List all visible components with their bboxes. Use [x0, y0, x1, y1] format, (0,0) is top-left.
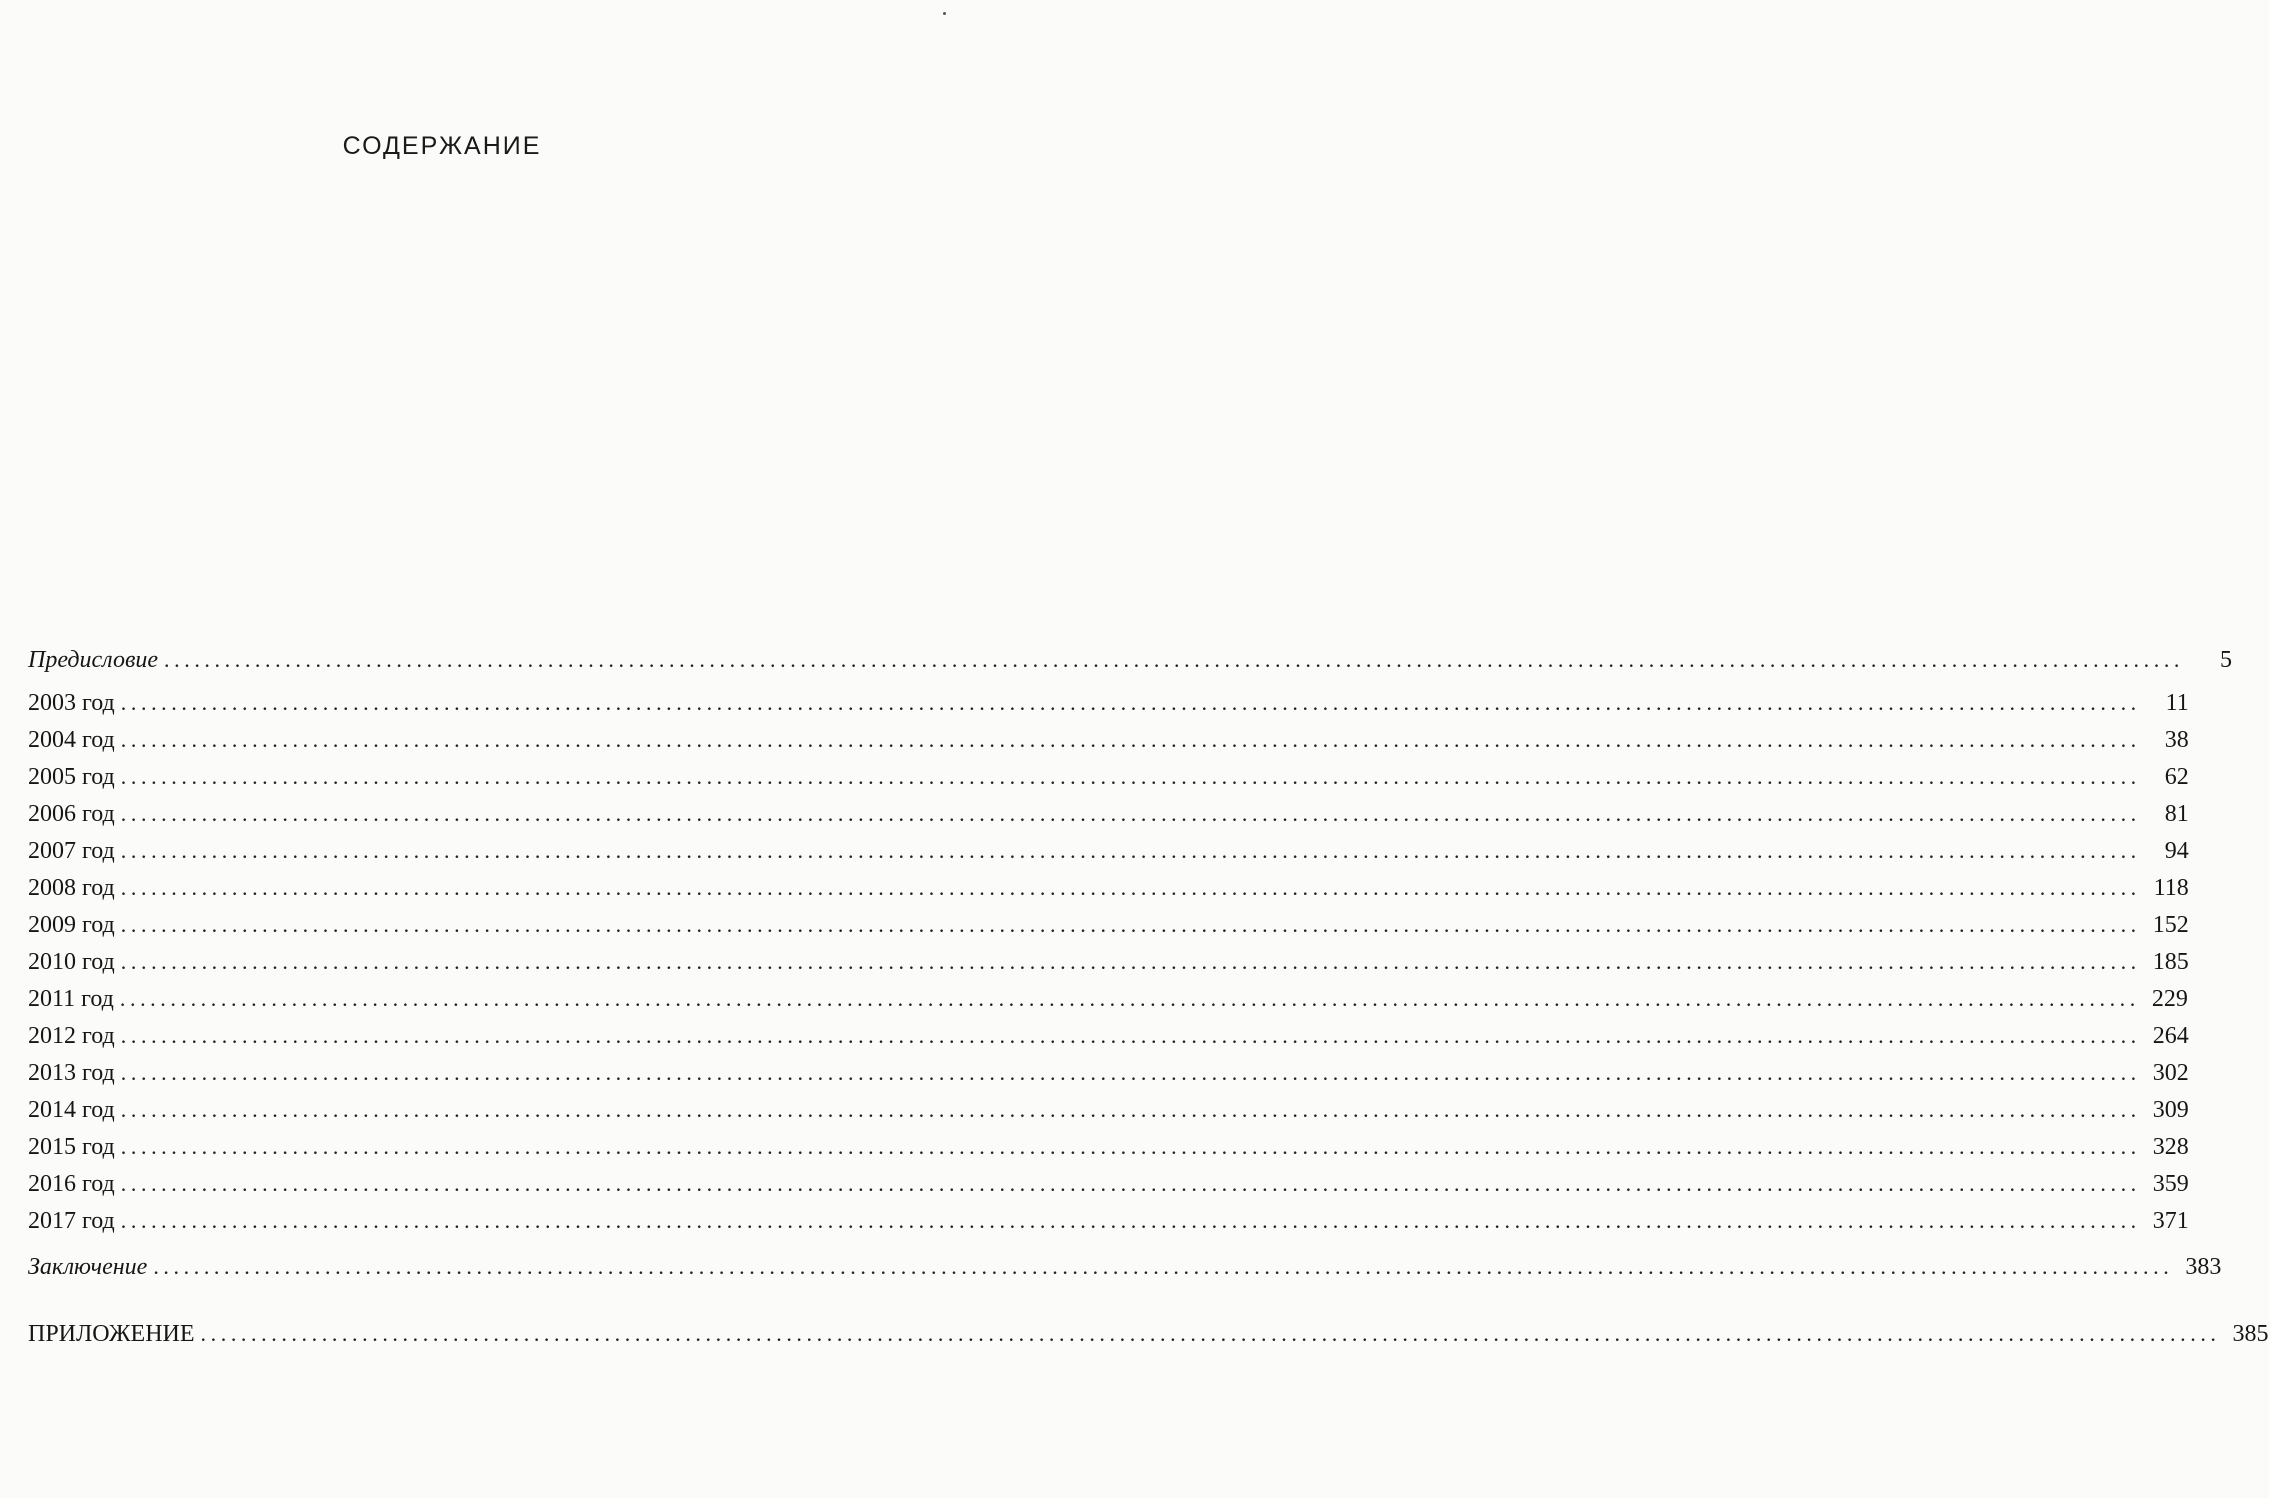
- dot-leader: ........................................................................................................................................................................................................: [120, 1060, 2141, 1085]
- toc-entry-label: 2016 год: [28, 1171, 115, 1197]
- toc-entry-page: 302: [2152, 1060, 2189, 1086]
- dot-leader: ........................................................................................................................................................................................................: [120, 838, 2141, 863]
- toc-entry-label: 2009 год: [28, 912, 115, 938]
- dot-leader: ........................................................................................................................................................................................................: [200, 1321, 2221, 1346]
- toc-entry-label: 2015 год: [28, 1134, 115, 1160]
- toc-entry-2009[interactable]: [28, 911, 2189, 939]
- toc-entry-page: 264: [2152, 1023, 2189, 1049]
- dot-leader: ........................................................................................................................................................................................................: [153, 1254, 2174, 1279]
- dot-leader: ........................................................................................................................................................................................................: [120, 1134, 2141, 1159]
- toc-entry-conclusion[interactable]: [28, 1253, 2222, 1281]
- toc-entry-label: 2005 год: [28, 764, 115, 790]
- dot-leader: ........................................................................................................................................................................................................: [120, 690, 2141, 715]
- toc-entry-label: 2011 год: [28, 986, 114, 1012]
- toc-entry-label: Заключение: [28, 1254, 148, 1280]
- toc-entry-page: 328: [2152, 1134, 2189, 1160]
- dot-leader: ........................................................................................................................................................................................................: [120, 875, 2141, 900]
- toc-entry-2015[interactable]: [28, 1133, 2189, 1161]
- toc-entry-label: 2014 год: [28, 1097, 115, 1123]
- toc-entry-page: 38: [2164, 727, 2189, 753]
- toc-entry-label: 2007 год: [28, 838, 115, 864]
- toc-entry-foreword[interactable]: [28, 646, 2233, 674]
- toc-entry-label: 2013 год: [28, 1060, 115, 1086]
- toc-entry-page: 185: [2152, 949, 2189, 975]
- dot-leader: ........................................................................................................................................................................................................: [120, 1097, 2141, 1122]
- toc-entry-label: 2008 год: [28, 875, 115, 901]
- dot-leader: ........................................................................................................................................................................................................: [119, 986, 2140, 1011]
- dot-leader: ........................................................................................................................................................................................................: [120, 801, 2141, 826]
- toc-entry-page: 81: [2164, 801, 2189, 827]
- toc-entry-page: 62: [2164, 764, 2189, 790]
- toc-entry-label: 2004 год: [28, 727, 115, 753]
- dot-leader: ........................................................................................................................................................................................................: [164, 647, 2185, 672]
- toc-entry-label: 2012 год: [28, 1023, 115, 1049]
- dot-leader: ........................................................................................................................................................................................................: [120, 1171, 2141, 1196]
- toc-entry-label: 2017 год: [28, 1208, 115, 1234]
- toc-entry-page: 152: [2152, 912, 2189, 938]
- dot-leader: ........................................................................................................................................................................................................: [120, 764, 2141, 789]
- dot-leader: ........................................................................................................................................................................................................: [120, 949, 2141, 974]
- toc-entry-appendix[interactable]: [28, 1320, 2269, 1348]
- toc-entry-page: 371: [2152, 1208, 2189, 1234]
- toc-entry-page: 11: [2165, 690, 2189, 716]
- toc-entry-label: Предисловие: [28, 647, 159, 673]
- toc-entry-label: 2010 год: [28, 949, 115, 975]
- toc-entry-2007[interactable]: [28, 837, 2189, 865]
- toc-entry-2010[interactable]: [28, 948, 2189, 976]
- toc-entry-2004[interactable]: [28, 726, 2189, 754]
- dot-leader: ........................................................................................................................................................................................................: [120, 727, 2141, 752]
- toc-entry-label: ПРИЛОЖЕНИЕ: [28, 1321, 195, 1347]
- toc-entry-page: 94: [2164, 838, 2189, 864]
- toc-entry-2003[interactable]: [28, 689, 2189, 717]
- toc-entry-page: 309: [2152, 1097, 2189, 1123]
- toc-entry-label: 2006 год: [28, 801, 115, 827]
- toc-entry-2012[interactable]: [28, 1022, 2189, 1050]
- dot-leader: ........................................................................................................................................................................................................: [120, 1023, 2141, 1048]
- page-title: СОДЕРЖАНИЕ: [342, 132, 542, 160]
- toc-entry-2016[interactable]: [28, 1170, 2189, 1198]
- toc-entry-2011[interactable]: [28, 985, 2188, 1013]
- toc-entry-page: 385: [2232, 1321, 2269, 1347]
- toc-entry-2013[interactable]: [28, 1059, 2189, 1087]
- toc-entry-2005[interactable]: [28, 763, 2189, 791]
- toc-entry-page: 359: [2152, 1171, 2189, 1197]
- toc-entry-page: 229: [2151, 986, 2188, 1012]
- toc-entry-label: 2003 год: [28, 690, 115, 716]
- toc-entry-2006[interactable]: [28, 800, 2189, 828]
- scan-speck: [943, 12, 946, 15]
- toc-entry-page: 5: [2220, 647, 2233, 673]
- dot-leader: ........................................................................................................................................................................................................: [120, 912, 2141, 937]
- toc-entry-page: 118: [2153, 875, 2189, 901]
- dot-leader: ........................................................................................................................................................................................................: [120, 1208, 2141, 1233]
- toc-entry-2014[interactable]: [28, 1096, 2189, 1124]
- toc-entry-2017[interactable]: [28, 1207, 2189, 1235]
- toc-entry-2008[interactable]: [28, 874, 2189, 902]
- toc-entry-page: 383: [2185, 1254, 2222, 1280]
